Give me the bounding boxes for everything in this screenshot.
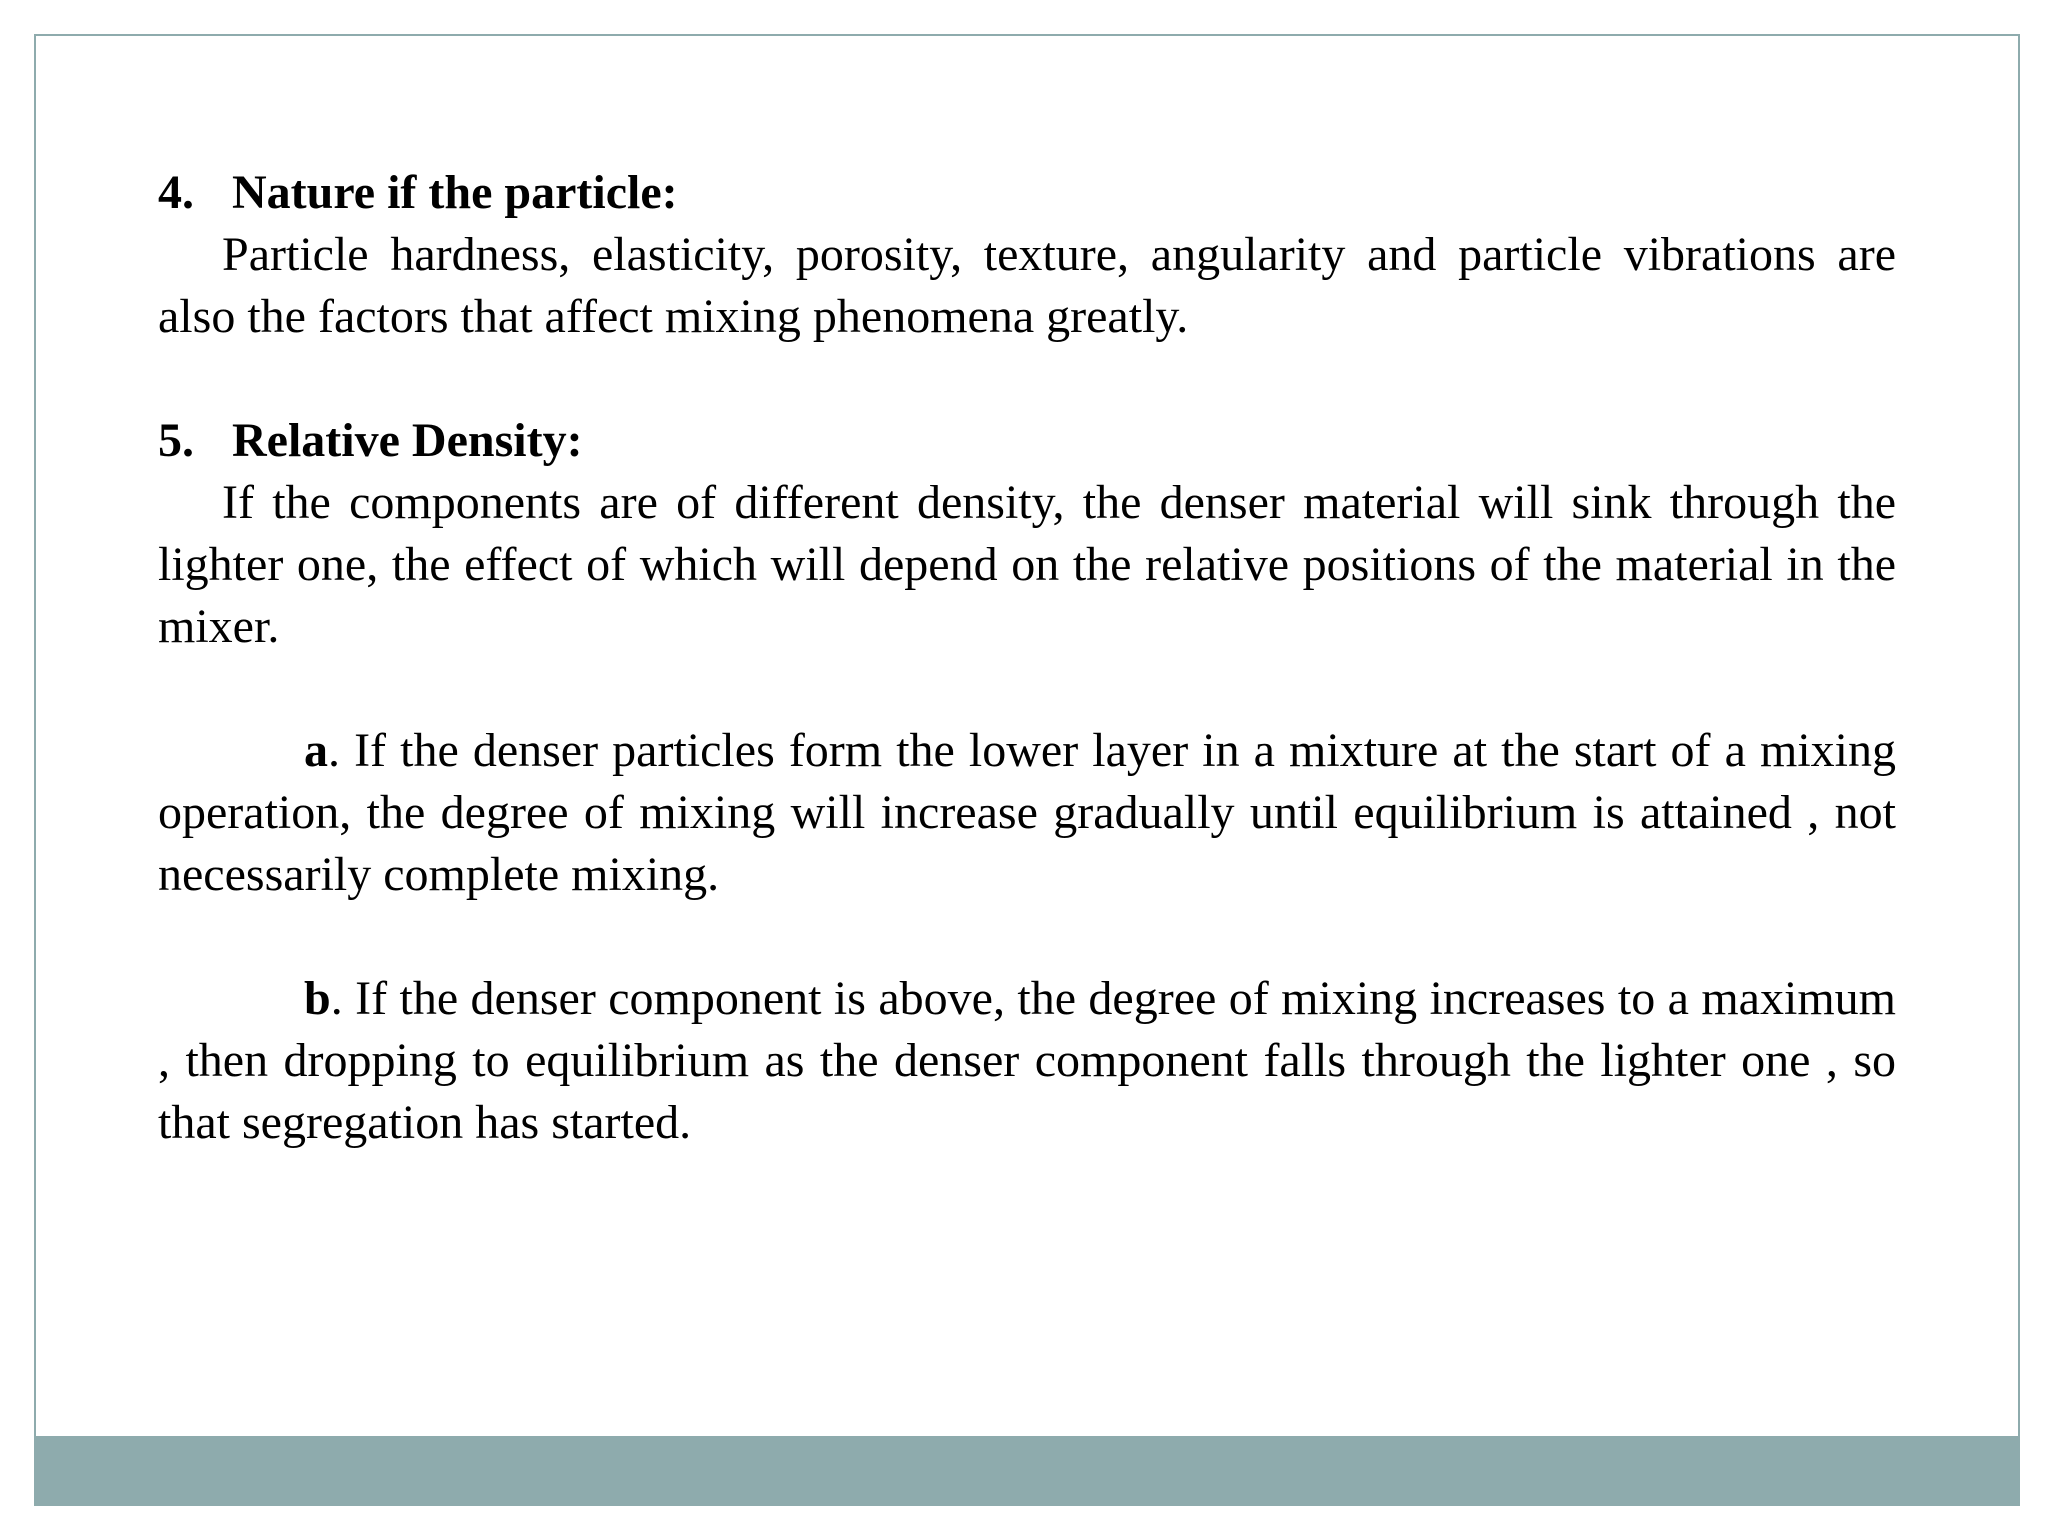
subpoint-letter: a	[304, 724, 328, 777]
subpoint-letter: b	[304, 972, 331, 1025]
spacer	[158, 906, 1896, 968]
section-heading-relative-density	[158, 410, 1896, 472]
section-number: 5.	[158, 414, 194, 467]
section-title: Nature if the particle:	[232, 166, 678, 219]
section-number: 4.	[158, 166, 194, 219]
subpoint-text: . If the denser particles form the lower layer in a mixture at the start of a mixing operation, the degree of mixing will increase gradually until equilibrium is attained , not necessarily complete mixing.	[158, 724, 1896, 901]
subpoint-b	[158, 968, 1896, 1154]
spacer	[158, 658, 1896, 720]
footer-accent-bar	[34, 1436, 2020, 1506]
subpoint-a	[158, 720, 1896, 906]
section-body-relative-density: If the components are of different density, the denser material will sink through the lighter one, the effect of which will depend on the relative positions of the material in the mixer.	[158, 476, 1896, 653]
section-title: Relative Density:	[232, 414, 583, 467]
section-body-nature-of-particle: Particle hardness, elasticity, porosity, texture, angularity and particle vibrations are also the factors that affect mixing phenomena greatly.	[158, 228, 1896, 343]
section-heading-nature-of-particle	[158, 162, 1896, 224]
subpoint-text: . If the denser component is above, the degree of mixing increases to a maximum , then dropping to equilibrium as the denser component falls through the lighter one , so that segregation has started.	[158, 972, 1896, 1149]
spacer	[158, 348, 1896, 410]
slide-content	[158, 162, 1896, 1154]
